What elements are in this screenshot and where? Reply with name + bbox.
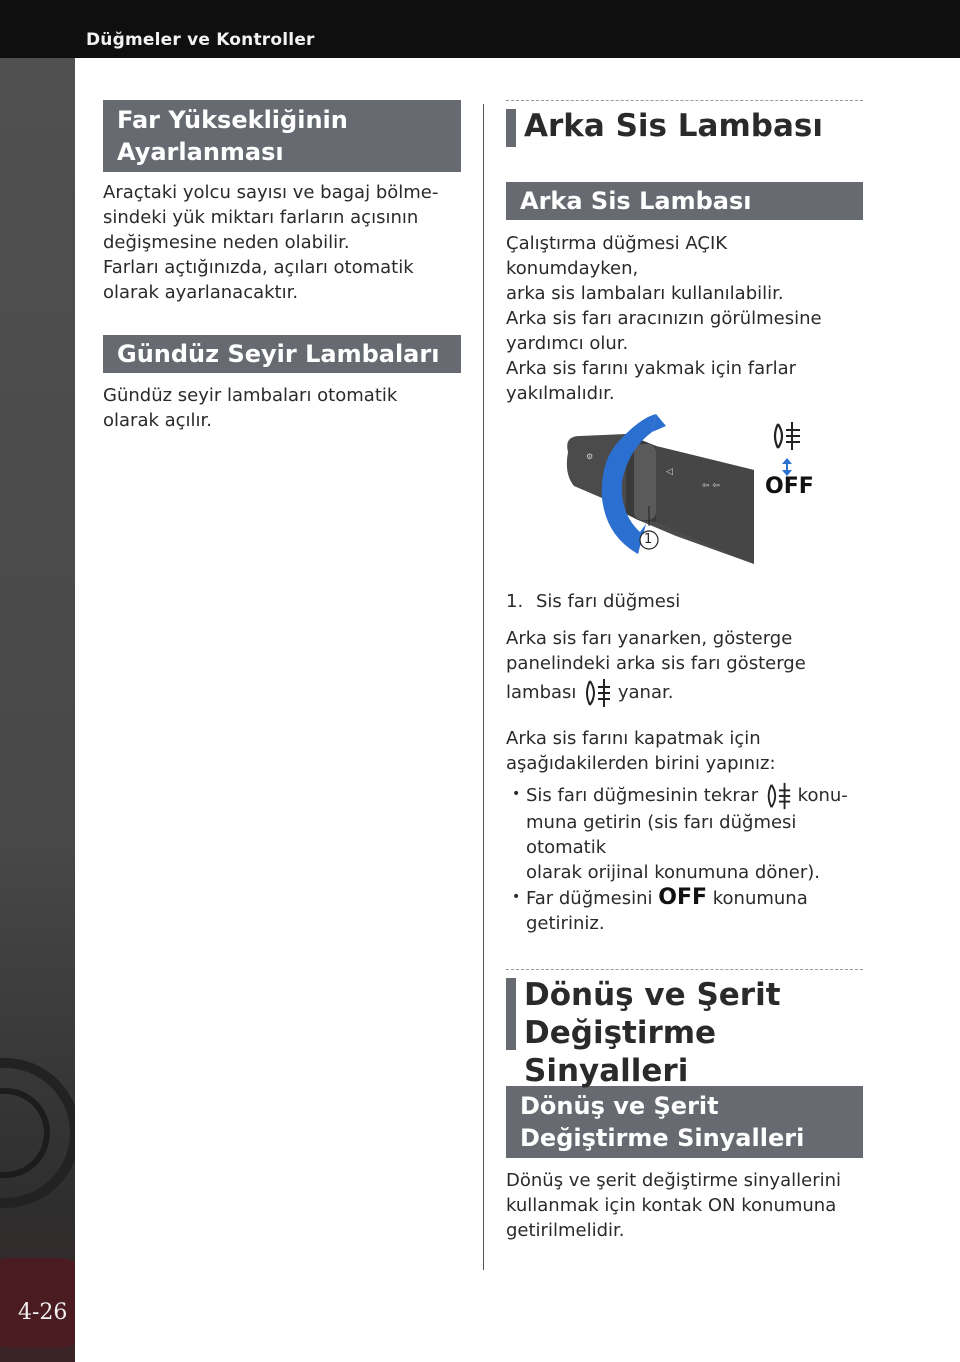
main-heading-rear-fog: Arka Sis Lambası — [506, 100, 863, 153]
page-number: 4-26 — [18, 1300, 68, 1325]
chapter-title: Düğmeler ve Kontroller — [86, 30, 315, 50]
main-heading-turn-signals: Dönüş ve Şerit Değiştirme Sinyalleri — [506, 969, 863, 1056]
right-column — [506, 100, 863, 1243]
list-item: • Sis farı düğmesinin tekrar konu- muna getirin (sis farı düğmesi otomatik olarak orijinal konumuna döner). — [506, 782, 863, 885]
turn-off-instructions: Arka sis farını kapatmak için aşağıdakilerden birini yapınız: — [506, 728, 776, 774]
rear-fog-icon — [764, 782, 792, 810]
indicator-paragraph: Arka sis farı yanarken, gösterge panelindeki arka sis farı gösterge lambası yanar. — [506, 626, 863, 709]
section-heading-rear-fog: Arka Sis Lambası — [506, 182, 863, 220]
fog-switch-figure — [506, 414, 863, 579]
rear-fog-intro: Çalıştırma düğmesi AÇIK konumdayken, arka sis lambaları kullanılabilir. Arka sis farı aracınızın görülmesine yardımcı olur. Arka sis farını yakmak için farlar yakılmalıdır. — [506, 233, 822, 404]
column-divider — [483, 104, 484, 1270]
side-photo-strip — [0, 58, 75, 1362]
section-heading-turn-signals: Dönüş ve Şerit Değiştirme Sinyalleri — [506, 1086, 863, 1158]
svg-text:⇦ ⇦: ⇦ ⇦ — [702, 481, 720, 491]
rear-fog-icon — [775, 422, 800, 450]
turn-off-list — [506, 782, 863, 936]
turn-signals-text: Dönüş ve şerit değiştirme sinyallerini kullanmak için kontak ON konumuna getirilmelidir. — [506, 1170, 842, 1241]
svg-text:⚙: ⚙ — [586, 452, 594, 461]
off-glyph: OFF — [658, 885, 708, 910]
left-column — [103, 100, 461, 433]
section-heading-headlight-leveling: Far Yüksekliğinin Ayarlanması — [103, 100, 461, 172]
list-item: • Far düğmesini OFF konumuna getiriniz. — [506, 885, 863, 936]
svg-text:◁: ◁ — [666, 467, 673, 477]
headlight-leveling-text: Araçtaki yolcu sayısı ve bagaj bölme- sindeki yük miktarı farların açısının değişmesine neden olabilir. Farları açtığınızda, açıları otomatik olarak ayarlanacaktır. — [103, 182, 439, 303]
rear-fog-indicator-icon — [582, 679, 612, 707]
section-heading-drl: Gündüz Seyir Lambaları — [103, 335, 461, 373]
top-bar — [0, 0, 960, 58]
callout-number: 1 — [644, 532, 653, 547]
figure-legend: 1. Sis farı düğmesi — [506, 591, 681, 612]
off-label: OFF — [765, 474, 814, 499]
drl-text: Gündüz seyir lambaları otomatik olarak açılır. — [103, 385, 398, 431]
